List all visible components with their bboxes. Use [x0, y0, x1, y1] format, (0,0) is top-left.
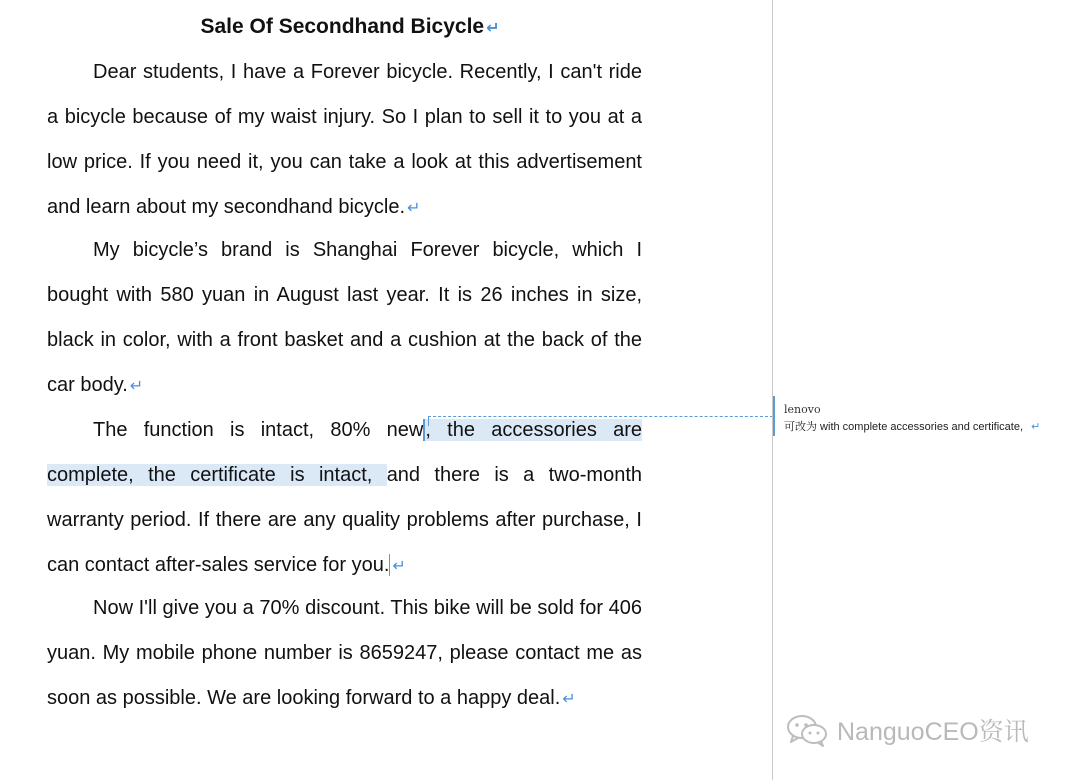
comment-connector-line [428, 416, 773, 417]
comment-balloon[interactable] [773, 396, 1080, 436]
comment-text-line [784, 418, 1080, 436]
paragraph-3[interactable] [47, 408, 642, 589]
paragraph-mark-icon: ↵ [392, 558, 406, 575]
comment-text[interactable]: 可改为 with complete accessories and certificate, [784, 421, 1024, 433]
paragraph-1[interactable] [47, 50, 642, 231]
paragraph-3-text-after: and there is a two-month warranty period. If there are any quality problems after purchase, I can contact after-sales service for you. [47, 464, 642, 576]
paragraph-2-text: My bicycle’s brand is Shanghai Forever bicycle, which I bought with 580 yuan in August last year. It is 26 inches in size, black in color, with a front basket and a cushion at the back of the car body. [47, 239, 642, 396]
paragraph-4[interactable] [47, 586, 642, 722]
commented-text-highlight[interactable]: , the accessories are complete, the certificate is intact, [47, 419, 642, 486]
paragraph-3-text-before: The function is intact, 80% new [93, 419, 424, 441]
document-title-line [0, 12, 700, 44]
comment-author: lenovo [784, 403, 821, 416]
wechat-icon [785, 713, 829, 747]
document-title: Sale Of Secondhand Bicycle [200, 15, 485, 38]
paragraph-4-text: Now I'll give you a 70% discount. This bike will be sold for 406 yuan. My mobile phone number is 8659247, please contact me as soon as possible. We are looking forward to a happy deal. [47, 597, 642, 709]
paragraph-mark-icon: ↵ [486, 20, 500, 37]
paragraph-mark-icon: ↵ [407, 200, 421, 217]
watermark [785, 712, 1029, 748]
watermark-text: NanguoCEO资讯 [837, 718, 1029, 746]
paragraph-mark-icon: ↵ [1031, 421, 1041, 433]
paragraph-2[interactable] [47, 228, 642, 409]
paragraph-mark-icon: ↵ [562, 691, 576, 708]
comment-anchor-marker [428, 416, 429, 426]
comment-pane [773, 0, 1080, 780]
paragraph-mark-icon: ↵ [129, 378, 144, 395]
paragraph-1-text: Dear students, I have a Forever bicycle. Recently, I can't ride a bicycle because of my waist injury. So I plan to sell it to you at a low price. If you need it, you can take a look at this advertisement and learn about my secondhand bicycle. [47, 61, 642, 218]
